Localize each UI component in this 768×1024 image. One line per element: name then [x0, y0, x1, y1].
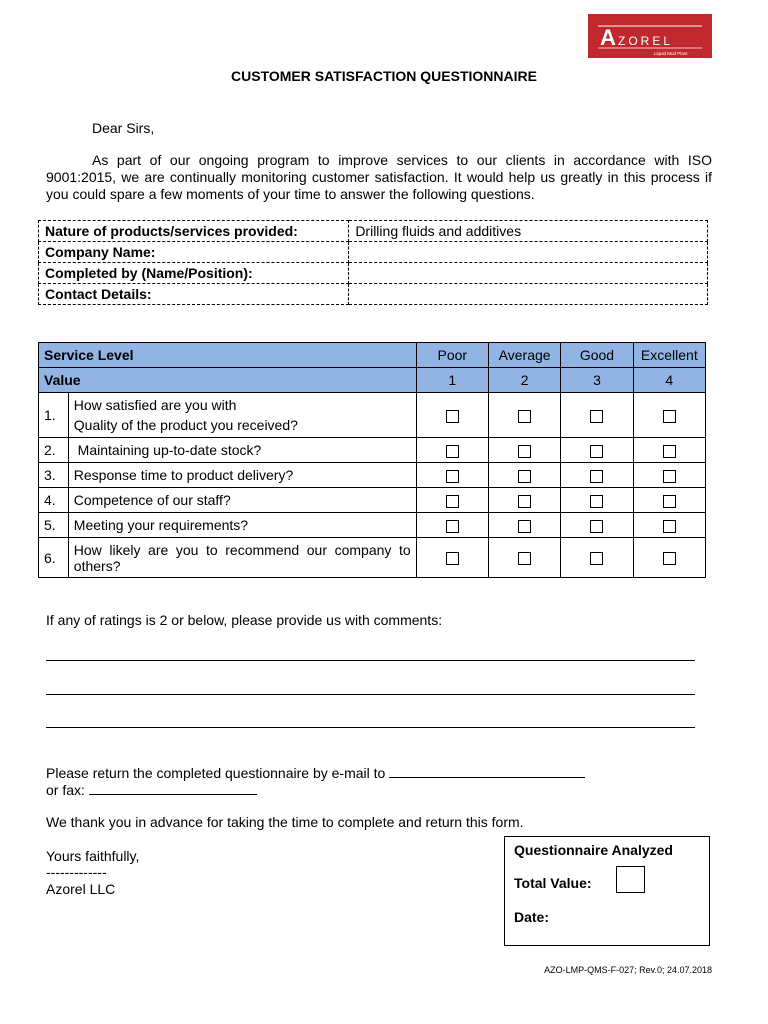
question-number: 2. [39, 438, 69, 463]
value-poor: 1 [416, 368, 488, 393]
rating-checkbox-excellent[interactable] [663, 495, 676, 508]
info-row [39, 221, 708, 242]
logo-initial: A [600, 25, 616, 50]
contact-details-field[interactable] [349, 284, 708, 305]
question-line: How satisfied are you with [73, 397, 237, 413]
fax-line [46, 781, 257, 799]
question-row [39, 513, 706, 538]
value-header: Value [39, 368, 417, 393]
value-good: 3 [561, 368, 633, 393]
question-number: 1. [39, 393, 69, 438]
thanks-text: We thank you in advance for taking the time to complete and return this form. [46, 814, 524, 830]
rating-checkbox-excellent[interactable] [663, 410, 676, 423]
rating-checkbox-good[interactable] [590, 470, 603, 483]
analysis-box [504, 836, 710, 946]
value-average: 2 [488, 368, 560, 393]
info-row [39, 242, 708, 263]
rating-checkbox-average[interactable] [518, 552, 531, 565]
rating-table [38, 342, 706, 578]
question-row [39, 488, 706, 513]
products-services-field[interactable]: Drilling fluids and additives [349, 221, 708, 242]
value-excellent: 4 [633, 368, 705, 393]
rating-checkbox-poor[interactable] [446, 445, 459, 458]
question-number: 6. [39, 538, 69, 578]
level-poor: Poor [416, 343, 488, 368]
question-row [39, 393, 706, 438]
rating-checkbox-good[interactable] [590, 520, 603, 533]
page-title: CUSTOMER SATISFACTION QUESTIONNAIRE [231, 68, 537, 84]
return-email-line [46, 764, 585, 782]
signoff-company: Azorel LLC [46, 881, 116, 897]
info-row [39, 284, 708, 305]
info-label: Nature of products/services provided: [39, 221, 349, 242]
date-label: Date: [514, 909, 550, 925]
question-text: Maintaining up-to-date stock? [68, 438, 416, 463]
fax-text: or fax: [46, 782, 85, 798]
rating-checkbox-average[interactable] [518, 495, 531, 508]
email-blank[interactable] [389, 764, 585, 778]
comments-prompt: If any of ratings is 2 or below, please provide us with comments: [46, 612, 443, 628]
logo-brand: ZOREL [618, 34, 674, 48]
rating-value-row [39, 368, 706, 393]
question-number: 5. [39, 513, 69, 538]
rating-checkbox-average[interactable] [518, 445, 531, 458]
intro-paragraph: As part of our ongoing program to improve services to our clients in accordance with ISO 9001:2015, we are continually monitoring customer satisfaction. It would help us greatly in this process if you could spare a few moments of your time to answer the following questions. [46, 152, 712, 202]
question-text: How likely are you to recommend our company to others? [68, 538, 416, 578]
rating-checkbox-poor[interactable] [446, 410, 459, 423]
rating-checkbox-good[interactable] [590, 495, 603, 508]
info-label: Contact Details: [39, 284, 349, 305]
question-text: Response time to product delivery? [68, 463, 416, 488]
closing-text: Yours faithfully, [46, 848, 140, 864]
rating-checkbox-good[interactable] [590, 410, 603, 423]
rating-checkbox-excellent[interactable] [663, 520, 676, 533]
document-reference: AZO-LMP-QMS-F-027; Rev.0; 24.07.2018 [544, 965, 712, 975]
question-line: Quality of the product you received? [73, 417, 298, 433]
logo-tagline: Liquid Mud Plant [654, 51, 688, 56]
comment-line-3[interactable] [46, 727, 695, 728]
question-text: Meeting your requirements? [68, 513, 416, 538]
completed-by-field[interactable] [349, 263, 708, 284]
service-level-header: Service Level [39, 343, 417, 368]
question-number: 4. [39, 488, 69, 513]
rating-checkbox-poor[interactable] [446, 470, 459, 483]
rating-header-row [39, 343, 706, 368]
question-text: Competence of our staff? [68, 488, 416, 513]
question-row [39, 463, 706, 488]
company-logo [588, 14, 712, 58]
rating-checkbox-excellent[interactable] [663, 470, 676, 483]
rating-checkbox-excellent[interactable] [663, 445, 676, 458]
total-value-label: Total Value: [514, 875, 592, 891]
total-value-box[interactable] [616, 866, 645, 893]
greeting: Dear Sirs, [92, 120, 155, 136]
rating-checkbox-average[interactable] [518, 470, 531, 483]
rating-checkbox-poor[interactable] [446, 552, 459, 565]
return-text: Please return the completed questionnaire by e-mail to [46, 765, 386, 781]
level-good: Good [561, 343, 633, 368]
question-row [39, 538, 706, 578]
info-row [39, 263, 708, 284]
question-text [68, 393, 416, 438]
rating-checkbox-excellent[interactable] [663, 552, 676, 565]
rating-checkbox-poor[interactable] [446, 520, 459, 533]
info-label: Completed by (Name/Position): [39, 263, 349, 284]
company-name-field[interactable] [349, 242, 708, 263]
info-table [38, 220, 708, 305]
fax-blank[interactable] [89, 781, 257, 795]
rating-checkbox-poor[interactable] [446, 495, 459, 508]
rating-checkbox-average[interactable] [518, 520, 531, 533]
rating-checkbox-good[interactable] [590, 445, 603, 458]
level-average: Average [488, 343, 560, 368]
info-label: Company Name: [39, 242, 349, 263]
comment-line-2[interactable] [46, 694, 695, 695]
analysis-title: Questionnaire Analyzed [514, 842, 673, 858]
question-row [39, 438, 706, 463]
rating-checkbox-average[interactable] [518, 410, 531, 423]
question-number: 3. [39, 463, 69, 488]
signature-dashes: ------------- [46, 864, 107, 880]
comment-line-1[interactable] [46, 660, 695, 661]
level-excellent: Excellent [633, 343, 705, 368]
rating-checkbox-good[interactable] [590, 552, 603, 565]
